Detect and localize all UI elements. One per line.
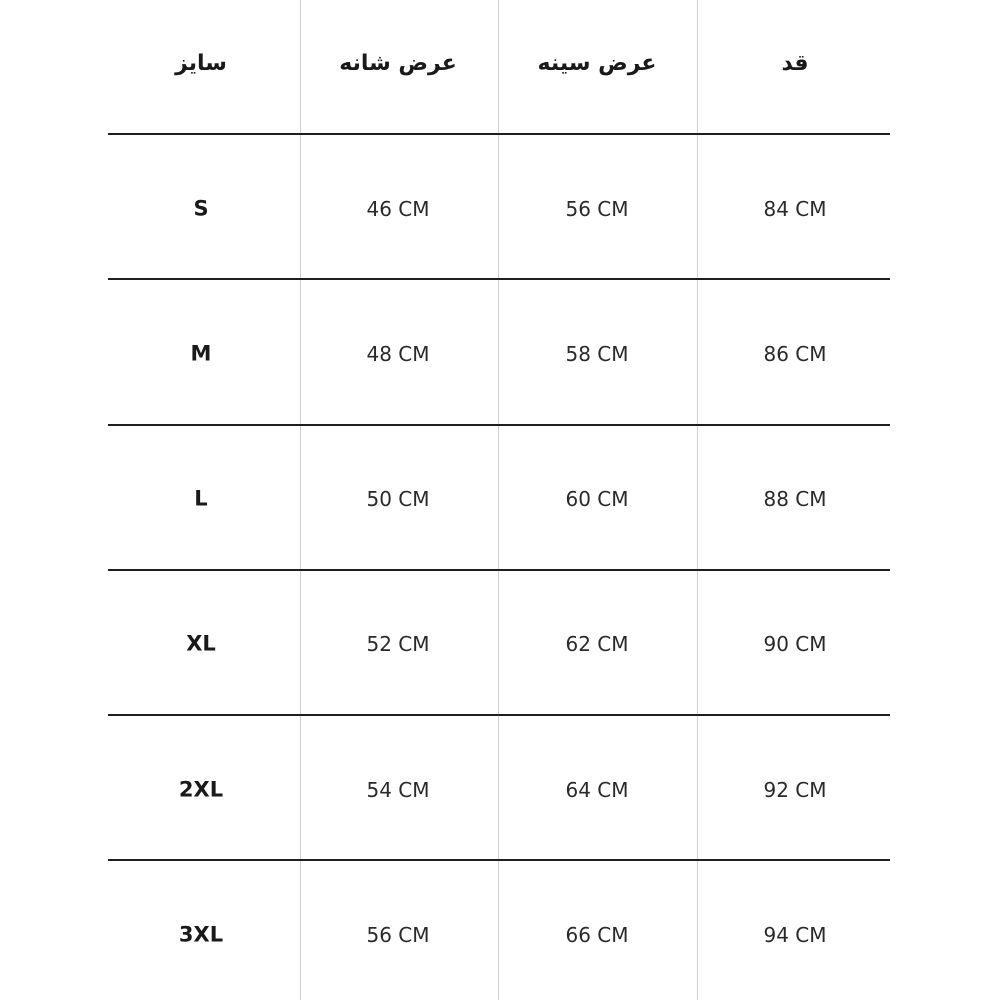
shoulder-cell: 52 CM bbox=[366, 632, 430, 656]
length-cell: 94 CM bbox=[763, 923, 827, 947]
size-cell: 2XL bbox=[178, 777, 224, 802]
shoulder-cell: 46 CM bbox=[366, 197, 430, 221]
chest-cell: 58 CM bbox=[565, 342, 629, 366]
size-cell: M bbox=[190, 341, 212, 366]
row-divider bbox=[108, 714, 890, 716]
size-cell: S bbox=[193, 196, 209, 221]
shoulder-cell: 50 CM bbox=[366, 487, 430, 511]
length-cell: 84 CM bbox=[763, 197, 827, 221]
shoulder-cell: 48 CM bbox=[366, 342, 430, 366]
header-length: قد bbox=[781, 51, 809, 76]
size-cell: 3XL bbox=[178, 922, 224, 947]
length-cell: 88 CM bbox=[763, 487, 827, 511]
length-cell: 90 CM bbox=[763, 632, 827, 656]
chest-cell: 66 CM bbox=[565, 923, 629, 947]
row-divider bbox=[108, 424, 890, 426]
header-shoulder-width: عرض شانه bbox=[339, 51, 457, 76]
size-cell: L bbox=[194, 486, 208, 511]
size-cell: XL bbox=[186, 631, 216, 656]
shoulder-cell: 56 CM bbox=[366, 923, 430, 947]
length-cell: 86 CM bbox=[763, 342, 827, 366]
row-divider bbox=[108, 278, 890, 280]
row-divider bbox=[108, 133, 890, 135]
header-chest-width: عرض سینه bbox=[537, 51, 657, 76]
chest-cell: 56 CM bbox=[565, 197, 629, 221]
chest-cell: 62 CM bbox=[565, 632, 629, 656]
row-divider bbox=[108, 569, 890, 571]
chest-cell: 64 CM bbox=[565, 778, 629, 802]
length-cell: 92 CM bbox=[763, 778, 827, 802]
row-divider bbox=[108, 859, 890, 861]
chest-cell: 60 CM bbox=[565, 487, 629, 511]
shoulder-cell: 54 CM bbox=[366, 778, 430, 802]
header-size: سایز bbox=[175, 51, 227, 76]
